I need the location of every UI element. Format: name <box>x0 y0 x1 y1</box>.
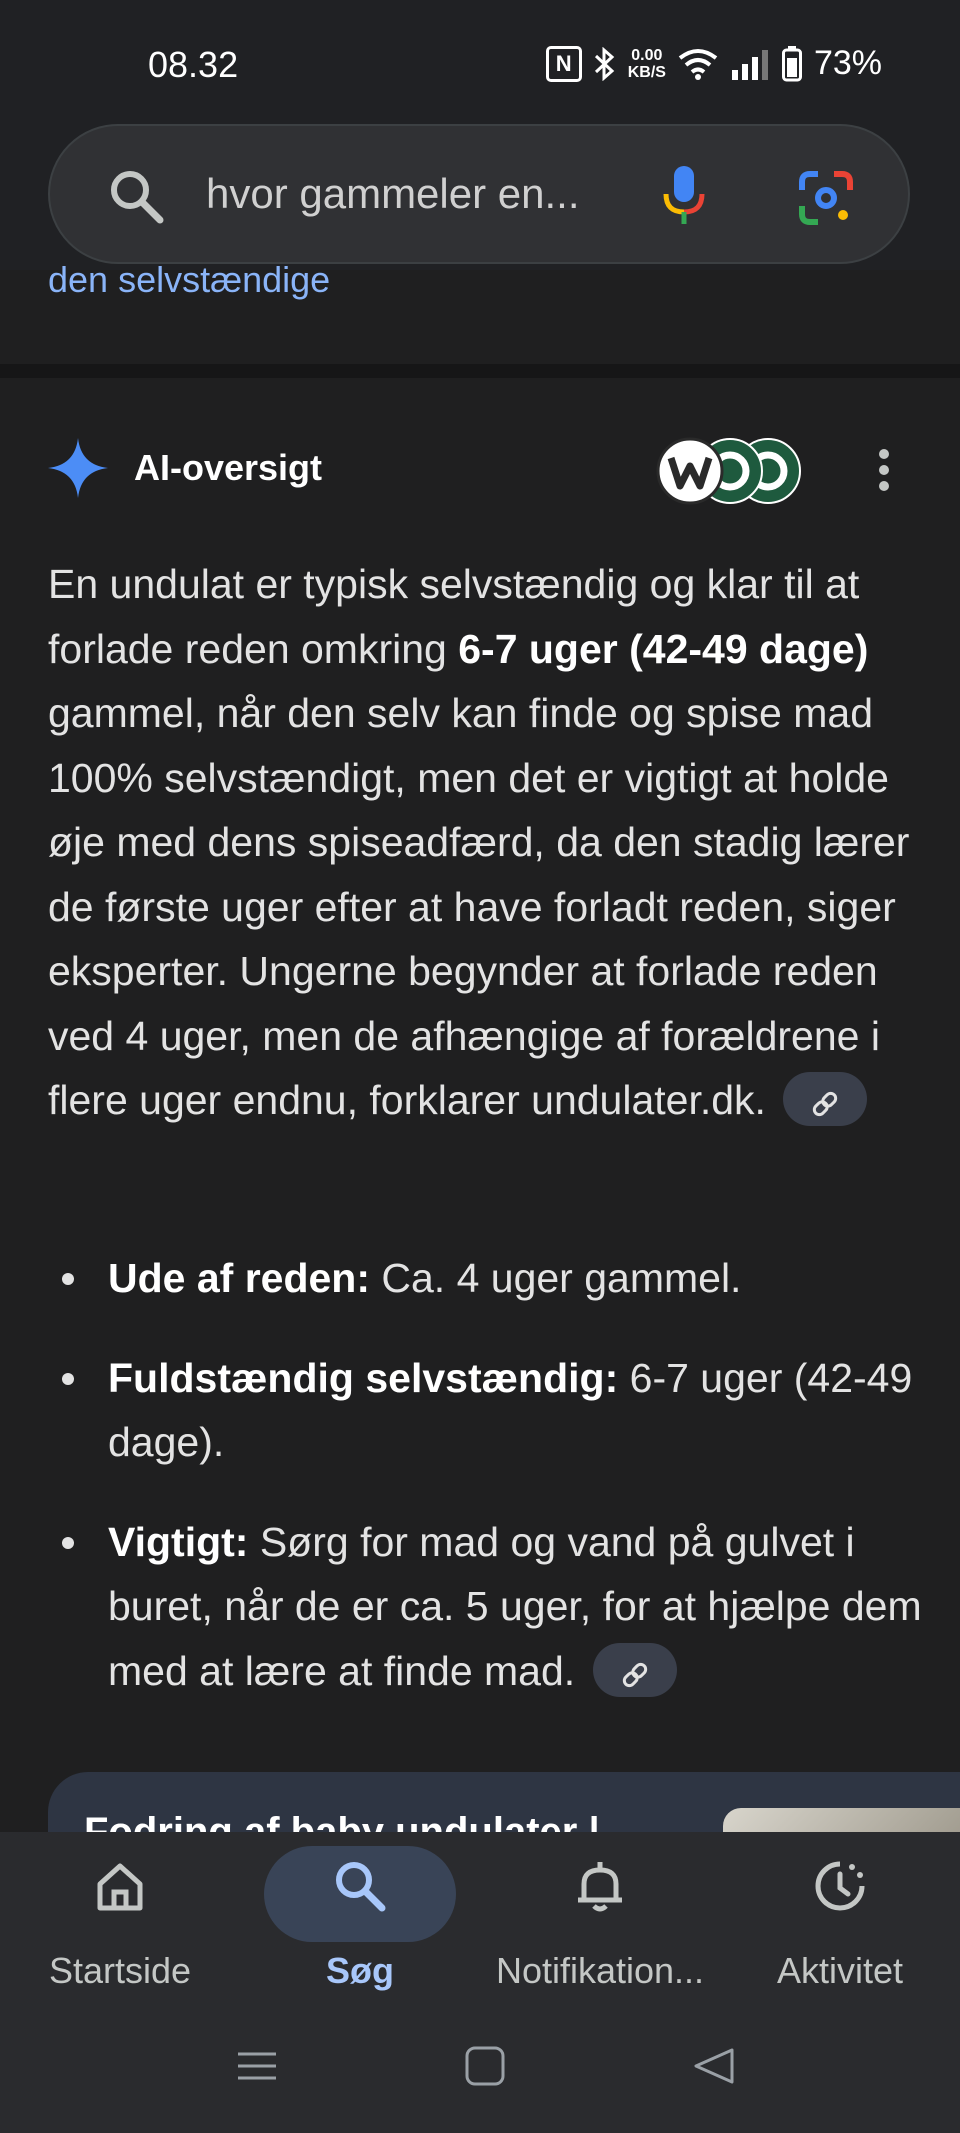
source-link-chip[interactable] <box>783 1072 867 1126</box>
status-icons <box>546 44 882 83</box>
home-icon <box>92 1858 148 1914</box>
bluetooth-icon <box>594 47 616 81</box>
bullet-label: Fuldstændig selvstændig: <box>108 1354 619 1401</box>
signal-icon <box>730 48 770 80</box>
nav-item-soeg[interactable] <box>240 1832 480 2012</box>
status-bar <box>0 0 960 120</box>
ai-overview-bullets <box>48 1246 928 1738</box>
section-divider <box>0 364 960 378</box>
paragraph-highlight: 6-7 uger (42-49 dage) <box>458 625 869 672</box>
link-icon <box>621 1661 649 1689</box>
ai-overview-header <box>48 438 322 498</box>
nav-label: Notifikation... <box>495 1950 705 1991</box>
nav-label: Aktivitet <box>776 1950 904 1991</box>
ai-overview-title: AI-oversigt <box>134 447 323 488</box>
more-options-icon[interactable] <box>876 448 892 492</box>
link-icon <box>811 1090 839 1118</box>
nav-item-startside[interactable] <box>0 1832 240 2012</box>
bullet-text: 6-7 uger (42-49 dage). <box>108 1354 913 1465</box>
bullet-text: Ca. 4 uger gammel. <box>370 1255 742 1301</box>
nfc-icon: N <box>546 46 582 82</box>
home-button <box>467 2048 503 2084</box>
paragraph-text-2: gammel, når den selv kan finde og spise mad 100% selvstændigt, men det er vigtigt at holde øje med dens spiseadfærd, da den stadig lærer de første uger efter at have forladt reden, siger eksperter. Ungerne begynder at forlade reden ved 4 uger, men de afhængige af forældrene i flere uger endnu, forklarer undulater.dk. <box>48 690 910 1123</box>
network-speed <box>628 47 666 81</box>
wifi-icon <box>678 48 718 80</box>
source-link-chip[interactable] <box>593 1643 677 1697</box>
search-icon <box>108 168 164 224</box>
network-speed-value: 0.00 <box>631 46 663 64</box>
clock: 08.32 <box>148 44 239 85</box>
bullet-text: Sørg for mad og vand på gulvet i buret, når de er ca. 5 uger, for at hjælpe dem med at lære at finde mad. <box>108 1518 922 1694</box>
system-navigation-bar <box>0 2036 960 2096</box>
list-item <box>48 1246 928 1311</box>
search-icon <box>332 1858 388 1914</box>
previous-result-link[interactable]: den selvstændige <box>48 266 331 300</box>
network-speed-unit: KB/S <box>627 63 666 81</box>
source-logos[interactable] <box>655 436 805 506</box>
search-input[interactable]: hvor gammeler en... <box>206 170 580 217</box>
bullet-label: Vigtigt: <box>108 1518 249 1565</box>
back-button <box>696 2050 732 2082</box>
bell-icon <box>572 1858 628 1914</box>
list-item <box>48 1346 928 1475</box>
recent-apps-button <box>238 2054 276 2078</box>
battery-icon <box>782 46 802 82</box>
nav-label: Søg <box>326 1950 394 1991</box>
nav-item-aktivitet[interactable] <box>720 1832 960 2012</box>
ai-overview-paragraph <box>48 552 928 1133</box>
search-bar[interactable] <box>48 124 910 264</box>
bullet-label: Ude af reden: <box>108 1255 370 1301</box>
bottom-navigation <box>0 1832 960 2133</box>
nav-item-notifikationer[interactable] <box>480 1832 720 2012</box>
nav-label: Startside <box>48 1950 192 1991</box>
sparkle-icon <box>48 438 108 498</box>
paragraph-text-1: En undulat er typisk selvstændig og klar til at forlade reden omkring <box>48 561 860 672</box>
microphone-icon[interactable] <box>660 164 708 228</box>
activity-icon <box>812 1858 868 1914</box>
list-item <box>48 1510 928 1704</box>
google-lens-icon[interactable] <box>798 170 854 226</box>
battery-percent: 73% <box>813 44 882 82</box>
